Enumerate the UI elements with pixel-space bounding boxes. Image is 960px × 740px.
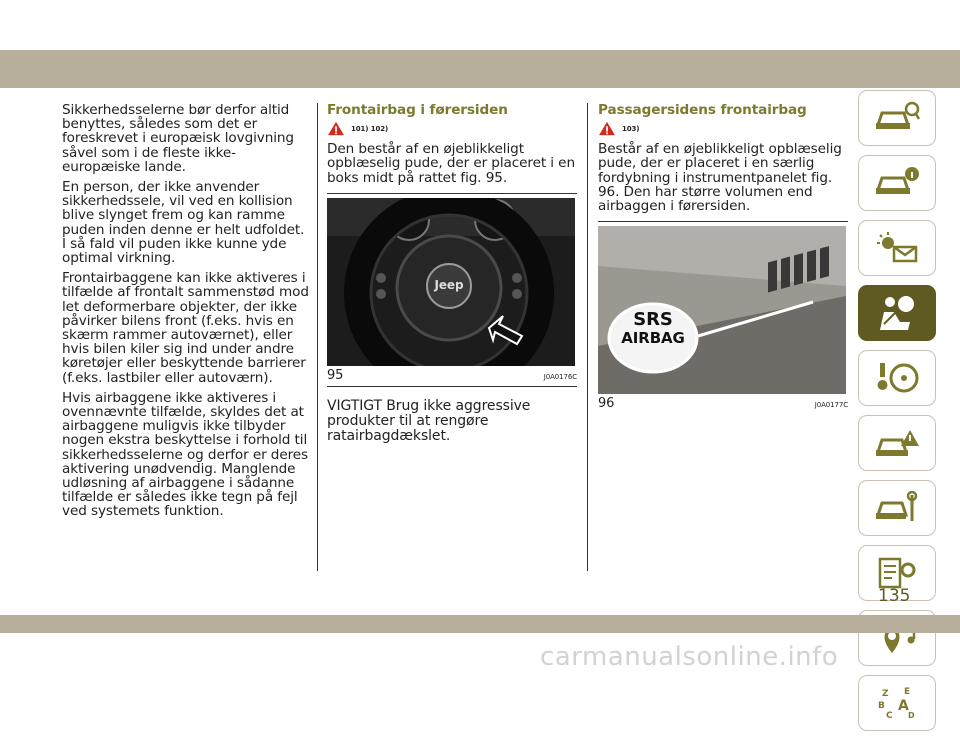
figure-rule (327, 386, 577, 387)
warning-reference (598, 121, 848, 136)
warning-triangle-icon (598, 121, 616, 136)
page-number: 135 (878, 586, 911, 606)
paragraph: Den består af en øjeblikkeligt opblæselig pude, der er placeret i en boks midt på rattet fig. 95. (327, 141, 575, 186)
svg-text:D: D (908, 711, 915, 720)
tab-car-info[interactable] (858, 155, 936, 211)
svg-text:Z: Z (882, 689, 889, 699)
tab-index[interactable] (858, 675, 936, 731)
section-heading: Frontairbag i førersiden (327, 102, 508, 118)
paragraph: Sikkerhedsselerne bør derfor altid benyttes, således som det er foreskrevet i europæisk lovgivning såvel som i de fleste ikke-europæiske lande. (62, 102, 294, 175)
figure-rule (598, 221, 848, 222)
seat-airbag-icon (874, 294, 920, 332)
tab-emergency[interactable] (858, 415, 936, 471)
section-heading: Passagersidens frontairbag (598, 102, 807, 118)
figure-caption (598, 397, 848, 412)
chapter-tabs (858, 90, 936, 740)
column-2 (327, 103, 577, 444)
important-note: VIGTIGT Brug ikke aggressive produkter til at rengøre ratairbagdækslet. (327, 398, 531, 445)
paragraph: En person, der ikke anvender sikkerhedssele, vil ved en kollision blive slynget frem og kan ramme puden inden denne er helt udfoldet. I så fald vil puden ikke kunne yde optimal virkning. (62, 179, 305, 267)
column-divider (317, 103, 318, 571)
figure-number: 96 (598, 396, 615, 412)
figure-rule (327, 193, 577, 194)
figure-code: J0A0176C (543, 372, 577, 381)
warning-refs: 101) 102) (351, 124, 389, 133)
column-divider (587, 103, 588, 571)
tab-warning-lights[interactable] (858, 220, 936, 276)
column-3 (598, 103, 848, 412)
alphabet-index-icon (874, 684, 920, 722)
svg-text:A: A (898, 698, 909, 714)
warning-refs: 103) (622, 124, 640, 133)
figure-dashboard (598, 226, 846, 394)
paragraph: Frontairbaggene kan ikke aktiveres i tilfælde af frontalt sammenstød mod let deformerbare objekter, der ikke påvirker bilens front (f.eks. hvis en skærm rammer autoværnet), eller hvis bilen kiler sig ind under andre køretøjer eller beskyttende barrierer (f.eks. lastbiler eller autoværn). (62, 270, 309, 386)
tab-starting-driving[interactable] (858, 350, 936, 406)
car-wrench-icon (874, 491, 920, 525)
figure-number: 95 (327, 367, 344, 383)
srs-text: SRS (633, 309, 673, 331)
car-search-icon (874, 101, 920, 135)
tab-safety[interactable] (858, 285, 936, 341)
srs-airbag-label (609, 310, 697, 348)
watermark: carmanualsonline.info (540, 642, 839, 672)
svg-text:E: E (904, 687, 911, 697)
warning-light-mail-icon (874, 231, 920, 265)
steering-wheel-key-icon (874, 361, 920, 395)
tab-car-knowledge[interactable] (858, 90, 936, 146)
tab-servicing[interactable] (858, 480, 936, 536)
paragraph: Består af en øjeblikkeligt opblæselig pude, der er placeret i en særlig fordybning i instrumentpanelet fig. 96. Den har større volumen end airbaggen i førersiden. (598, 141, 842, 215)
column-1 (62, 103, 310, 525)
warning-reference (327, 121, 577, 136)
bottom-band (0, 615, 960, 633)
paragraph: Hvis airbaggene ikke aktiveres i ovennævnte tilfælde, skyldes det at airbaggene muligvis ikke tilbyder nogen ekstra beskyttelse i forhold til sikkerhedsselerne og derfor er deres aktivering unødvendig. Manglende udløsning af airbaggene i sådanne tilfælde er således ikke tegn på fejl ved systemets funktion. (62, 389, 309, 520)
top-band (0, 50, 960, 88)
airbag-text: AIRBAG (621, 329, 685, 348)
jeep-logo: Jeep (434, 277, 464, 292)
svg-text:B: B (878, 701, 885, 711)
svg-text:C: C (886, 711, 893, 721)
document-gear-icon (874, 556, 920, 590)
car-info-icon (874, 166, 920, 200)
figure-steering-wheel (327, 198, 575, 366)
warning-triangle-icon (327, 121, 345, 136)
figure-caption (327, 369, 577, 384)
figure-code: J0A0177C (814, 401, 848, 410)
car-warning-icon (874, 426, 920, 460)
